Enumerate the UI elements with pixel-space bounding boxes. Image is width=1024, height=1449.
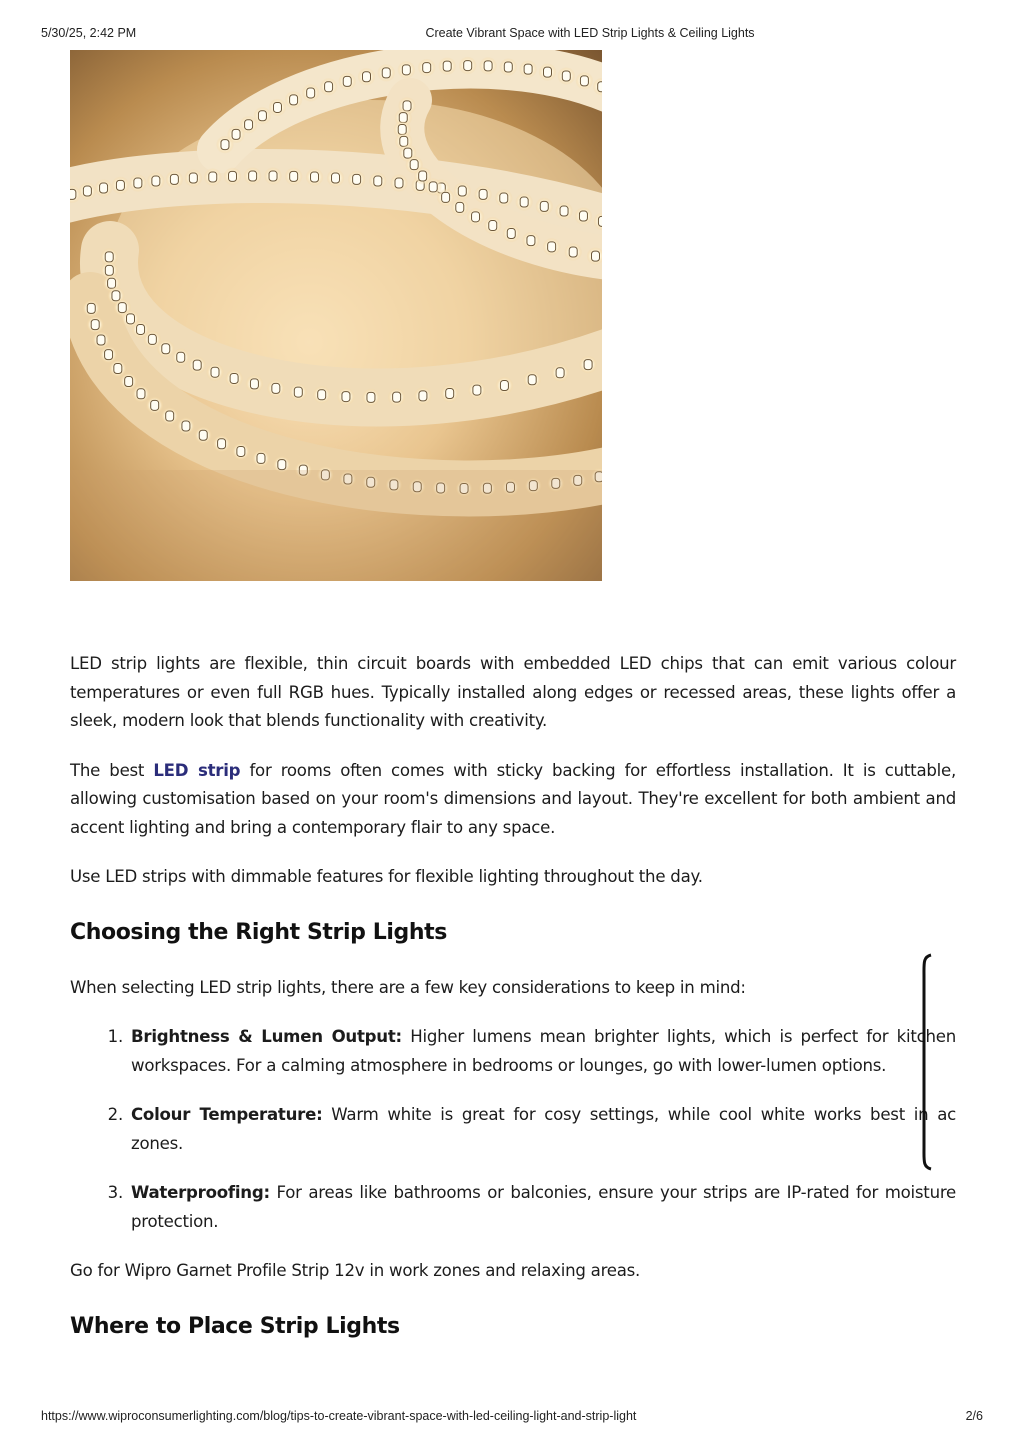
led-chip	[257, 453, 265, 463]
led-chip	[402, 65, 410, 75]
led-chip	[423, 63, 431, 73]
led-chip	[507, 229, 515, 239]
led-chip	[162, 344, 170, 354]
led-chip	[528, 375, 536, 385]
led-chip	[500, 193, 508, 203]
led-chip	[91, 320, 99, 330]
para2-after: for rooms often comes with sticky backing for effortless installation. It is cuttable, allowing customisation based on your room's dimensions and layout. They're excellent for both ambient and accent lighting and bring a contemporary flair to any space.	[70, 760, 956, 837]
led-chip	[362, 72, 370, 82]
led-chip	[580, 76, 588, 86]
article-body	[70, 650, 956, 1368]
print-title: Create Vibrant Space with LED Strip Lights & Ceiling Lights	[425, 26, 755, 40]
heading-choosing: Choosing the Right Strip Lights	[70, 919, 447, 945]
considerations-list	[70, 1023, 956, 1236]
led-chip	[311, 172, 319, 182]
led-chip	[87, 303, 95, 313]
led-chip	[221, 140, 229, 150]
led-chip	[598, 82, 602, 92]
led-chip	[429, 182, 437, 192]
led-chip	[520, 197, 528, 207]
led-chip	[118, 303, 126, 313]
led-chip	[489, 221, 497, 231]
list-item-label: Colour Temperature:	[131, 1105, 323, 1124]
led-chip	[229, 171, 237, 181]
list-item-text: Higher lumens mean brighter lights, which is perfect for kitchen workspaces. For a calming atmosphere in bedrooms or lounges, go with lower-lumen options.	[131, 1027, 957, 1075]
list-item-text: For areas like bathrooms or balconies, ensure your strips are IP-rated for moisture protection.	[131, 1183, 956, 1231]
led-chip	[182, 421, 190, 431]
considerations-paragraph: When selecting LED strip lights, there are a few key considerations to keep in mind:	[70, 977, 746, 997]
led-chip	[211, 367, 219, 377]
led-chip	[152, 176, 160, 186]
led-chip	[579, 211, 587, 221]
led-chip	[209, 172, 217, 182]
led-chip	[137, 389, 145, 399]
led-chip	[395, 178, 403, 188]
list-item-label: Brightness & Lumen Output:	[131, 1027, 402, 1046]
led-chip	[116, 180, 124, 190]
led-chip	[112, 291, 120, 301]
led-chip	[232, 129, 240, 139]
list-item-label: Waterproofing:	[131, 1183, 270, 1202]
led-chip	[562, 71, 570, 81]
led-chip	[598, 216, 602, 226]
led-chip	[273, 102, 281, 112]
led-chip	[332, 173, 340, 183]
led-chip	[148, 334, 156, 344]
led-chip	[272, 383, 280, 393]
list-item-colour	[128, 1101, 956, 1158]
led-chip	[484, 61, 492, 71]
print-footer	[0, 1409, 1024, 1425]
led-strip-photo	[70, 50, 602, 581]
led-chip	[446, 389, 454, 399]
led-chip	[237, 446, 245, 456]
led-chip	[479, 189, 487, 199]
led-chip	[307, 88, 315, 98]
led-chip	[137, 324, 145, 334]
led-strip-link[interactable]: LED strip	[153, 760, 241, 780]
dimmable-paragraph: Use LED strips with dimmable features for flexible lighting throughout the day.	[70, 867, 703, 886]
print-page-number: 2/6	[965, 1409, 983, 1423]
led-chip	[105, 350, 113, 360]
led-chip	[278, 460, 286, 470]
led-chip	[410, 160, 418, 170]
led-chip	[419, 391, 427, 401]
led-chip	[189, 173, 197, 183]
print-header	[0, 26, 1024, 42]
led-chip	[151, 400, 159, 410]
led-chip	[258, 111, 266, 121]
led-chip	[393, 392, 401, 402]
led-chip	[527, 236, 535, 246]
led-chip	[125, 377, 133, 387]
led-chip	[584, 360, 592, 370]
led-chip	[353, 174, 361, 184]
intro-paragraph: LED strip lights are flexible, thin circuit boards with embedded LED chips that can emit various colour temperatures or even full RGB hues. Typically installed along edges or recessed areas, these lights offer a sleek, modern look that blends functionality with creativity.	[70, 654, 956, 730]
led-chip	[464, 61, 472, 71]
led-chip	[540, 201, 548, 211]
print-url: https://www.wiproconsumerlighting.com/blog/tips-to-create-vibrant-space-with-led-ceiling-light-and-strip-light	[41, 1409, 637, 1423]
led-chip	[230, 373, 238, 383]
led-chip	[245, 120, 253, 130]
list-item-brightness	[128, 1023, 956, 1080]
led-strip-paragraph	[70, 757, 956, 843]
recommendation-paragraph: Go for Wipro Garnet Profile Strip 12v in work zones and relaxing areas.	[70, 1261, 641, 1280]
overlay-bracket	[919, 953, 933, 1171]
led-chip	[473, 385, 481, 395]
led-chip	[114, 363, 122, 373]
led-chip	[342, 392, 350, 402]
led-chip	[456, 202, 464, 212]
led-strip-illustration	[70, 50, 602, 581]
led-chip	[458, 186, 466, 196]
led-chip	[269, 171, 277, 181]
led-chip	[199, 430, 207, 440]
led-chip	[127, 314, 135, 324]
led-chip	[543, 67, 551, 77]
led-chip	[97, 335, 105, 345]
led-chip	[290, 95, 298, 105]
led-chip	[374, 176, 382, 186]
led-chip	[294, 387, 302, 397]
led-chip	[382, 68, 390, 78]
led-chip	[170, 174, 178, 184]
led-chip	[177, 352, 185, 362]
led-chip	[524, 64, 532, 74]
led-chip	[443, 61, 451, 71]
led-chip	[560, 206, 568, 216]
led-chip	[318, 390, 326, 400]
list-item-waterproofing	[128, 1179, 956, 1236]
heading-placement: Where to Place Strip Lights	[70, 1313, 400, 1339]
list-item-text: Warm white is great for cosy settings, while cool white works best in ac zones.	[131, 1105, 957, 1153]
led-chip	[193, 360, 201, 370]
led-chip	[250, 379, 258, 389]
led-chip	[166, 411, 174, 421]
para2-before: The best	[70, 760, 154, 780]
led-chip	[556, 368, 564, 378]
led-chip	[591, 251, 599, 261]
led-chip	[70, 189, 76, 199]
led-chip	[100, 183, 108, 193]
led-chip	[108, 278, 116, 288]
led-chip	[105, 265, 113, 275]
print-date: 5/30/25, 2:42 PM	[41, 26, 137, 40]
led-chip	[218, 439, 226, 449]
led-chip	[472, 212, 480, 222]
led-chip	[367, 392, 375, 402]
led-chip	[569, 247, 577, 257]
led-chip	[500, 380, 508, 390]
led-chip	[83, 186, 91, 196]
led-chip	[548, 242, 556, 252]
led-chip	[249, 171, 257, 181]
led-chip	[134, 178, 142, 188]
led-chip	[442, 192, 450, 202]
led-chip	[290, 171, 298, 181]
led-chip	[325, 82, 333, 92]
led-chip	[343, 76, 351, 86]
led-chip	[419, 171, 427, 181]
led-chip	[504, 62, 512, 72]
led-chip	[105, 252, 113, 262]
